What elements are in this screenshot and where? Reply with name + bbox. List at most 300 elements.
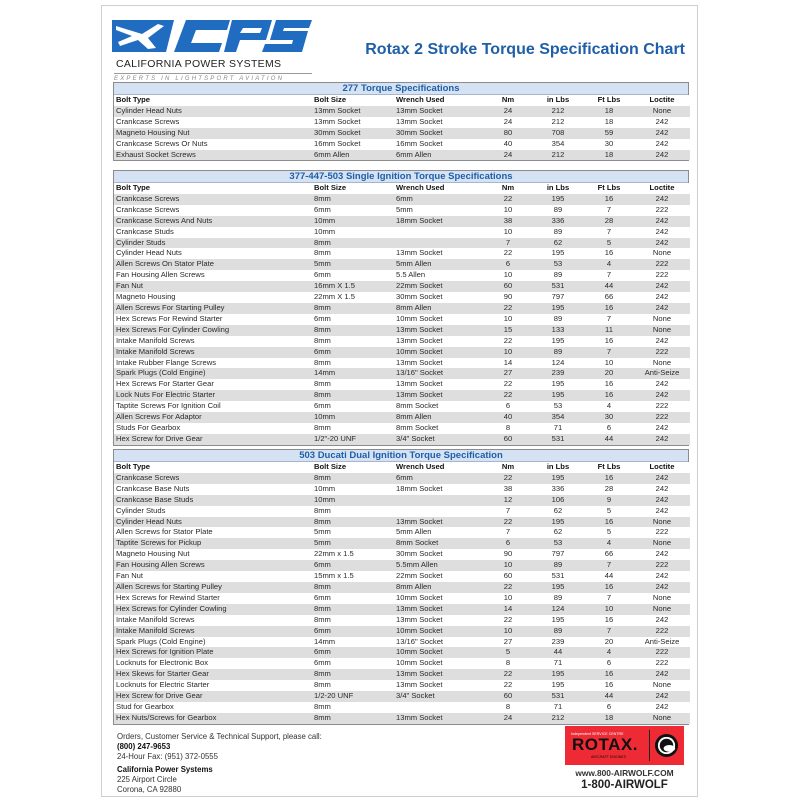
cell-bolt-type: Magneto Housing [114,292,312,303]
cell-in-lbs: 53 [532,401,584,412]
cell-nm: 27 [484,637,532,648]
torque-table [114,95,690,160]
cell-wrench-used: 13mm Socket [394,379,484,390]
cell-ft-lbs: 5 [584,527,634,538]
cell-in-lbs: 354 [532,139,584,150]
cell-in-lbs: 53 [532,259,584,270]
cell-in-lbs: 71 [532,658,584,669]
cell-ft-lbs: 5 [584,238,634,249]
spec-table-503-ducati [113,449,689,725]
brp-gear-icon [654,733,679,758]
cell-bolt-type: Magneto Housing Nut [114,549,312,560]
cell-bolt-type: Crankcase Screws Or Nuts [114,139,312,150]
cell-in-lbs: 797 [532,292,584,303]
cell-wrench-used: 13mm Socket [394,248,484,259]
table-row [114,238,690,249]
cell-in-lbs: 195 [532,517,584,528]
cell-ft-lbs: 6 [584,658,634,669]
cell-bolt-size: 30mm Socket [312,128,394,139]
table-row [114,281,690,292]
col-nm: Nm [484,462,532,473]
table-row [114,106,690,117]
cell-bolt-type: Hex Screw for Drive Gear [114,434,312,445]
cell-wrench-used: 13mm Socket [394,517,484,528]
cell-nm: 10 [484,314,532,325]
table-row [114,358,690,369]
cell-loctite: 242 [634,216,690,227]
cell-nm: 60 [484,691,532,702]
cell-ft-lbs: 16 [584,615,634,626]
cell-nm: 60 [484,571,532,582]
cell-in-lbs: 195 [532,248,584,259]
cell-wrench-used [394,238,484,249]
cell-bolt-size: 13mm Socket [312,117,394,128]
table-title: 377-447-503 Single Ignition Torque Specifications [114,171,688,183]
cell-bolt-type: Fan Housing Allen Screws [114,560,312,571]
cell-bolt-size: 6mm [312,314,394,325]
cell-loctite: 242 [634,390,690,401]
cell-loctite: 242 [634,238,690,249]
cell-ft-lbs: 7 [584,626,634,637]
col-wrench-used: Wrench Used [394,183,484,194]
col-bolt-type: Bolt Type [114,462,312,473]
cell-bolt-type: Intake Rubber Flange Screws [114,358,312,369]
table-row [114,205,690,216]
cell-bolt-size: 1/2"-20 UNF [312,434,394,445]
cell-wrench-used: 13/16" Socket [394,368,484,379]
cell-in-lbs: 71 [532,702,584,713]
cell-bolt-type: Allen Screws For Starting Pulley [114,303,312,314]
cell-nm: 10 [484,626,532,637]
cell-nm: 60 [484,281,532,292]
cell-wrench-used: 13mm Socket [394,336,484,347]
cell-ft-lbs: 28 [584,216,634,227]
cell-nm: 22 [484,390,532,401]
cell-bolt-size: 8mm [312,680,394,691]
cell-bolt-size: 10mm [312,484,394,495]
cell-ft-lbs: 16 [584,669,634,680]
cell-bolt-type: Crankcase Screws [114,194,312,205]
table-row [114,593,690,604]
cell-in-lbs: 89 [532,314,584,325]
contact-intro: Orders, Customer Service & Technical Support, please call: [117,732,322,741]
table-row [114,314,690,325]
company-tagline: EXPERTS IN LIGHTSPORT AVIATION [114,76,285,82]
cell-loctite: 242 [634,691,690,702]
cell-loctite: 242 [634,379,690,390]
cell-ft-lbs: 9 [584,495,634,506]
table-row [114,484,690,495]
cell-ft-lbs: 7 [584,593,634,604]
cell-nm: 10 [484,347,532,358]
cell-ft-lbs: 18 [584,106,634,117]
cell-ft-lbs: 11 [584,325,634,336]
cell-loctite: 242 [634,506,690,517]
cell-bolt-size: 8mm [312,238,394,249]
cell-loctite: 242 [634,473,690,484]
cell-bolt-size: 6mm [312,626,394,637]
cell-in-lbs: 239 [532,368,584,379]
cell-ft-lbs: 66 [584,292,634,303]
cell-nm: 12 [484,495,532,506]
col-bolt-size: Bolt Size [312,462,394,473]
cell-loctite: None [634,604,690,615]
cell-in-lbs: 212 [532,117,584,128]
cell-in-lbs: 195 [532,615,584,626]
cell-bolt-type: Intake Manifold Screws [114,626,312,637]
cell-wrench-used: 5.5 Allen [394,270,484,281]
cell-loctite: 222 [634,560,690,571]
cell-wrench-used: 8mm Socket [394,423,484,434]
cell-loctite: 242 [634,139,690,150]
cell-wrench-used: 8mm Allen [394,412,484,423]
cell-loctite: 242 [634,434,690,445]
cell-wrench-used: 18mm Socket [394,216,484,227]
cell-wrench-used: 5mm [394,205,484,216]
table-row [114,194,690,205]
cell-in-lbs: 195 [532,194,584,205]
cell-bolt-type: Hex Screws For Starter Gear [114,379,312,390]
cell-ft-lbs: 16 [584,517,634,528]
cell-loctite: 242 [634,150,690,161]
cell-loctite: 222 [634,658,690,669]
cell-loctite: 222 [634,527,690,538]
cell-bolt-type: Hex Screws for Rewind Starter [114,593,312,604]
cell-bolt-type: Fan Nut [114,571,312,582]
table-row [114,517,690,528]
cell-loctite: 242 [634,128,690,139]
cell-ft-lbs: 30 [584,412,634,423]
col-loctite: Loctite [634,183,690,194]
cell-wrench-used: 8mm Allen [394,582,484,593]
table-row [114,325,690,336]
cell-loctite: None [634,680,690,691]
cell-bolt-size: 8mm [312,702,394,713]
table-row [114,117,690,128]
table-header-row [114,95,690,106]
cell-nm: 90 [484,549,532,560]
cell-nm: 22 [484,248,532,259]
col-in-lbs: in Lbs [532,95,584,106]
col-loctite: Loctite [634,462,690,473]
cell-bolt-type: Stud for Gearbox [114,702,312,713]
cell-in-lbs: 53 [532,538,584,549]
cell-loctite: None [634,713,690,724]
cell-in-lbs: 195 [532,582,584,593]
cell-nm: 38 [484,484,532,495]
cell-bolt-size: 1/2-20 UNF [312,691,394,702]
cell-bolt-type: Allen Screws for Stator Plate [114,527,312,538]
cell-bolt-type: Taptite Screws For Ignition Coil [114,401,312,412]
cell-bolt-type: Hex Nuts/Screws for Gearbox [114,713,312,724]
cell-nm: 22 [484,194,532,205]
cell-bolt-size: 8mm [312,615,394,626]
cell-ft-lbs: 16 [584,680,634,691]
phone-number: (800) 247-9653 [117,742,171,751]
cell-in-lbs: 89 [532,560,584,571]
cell-nm: 15 [484,325,532,336]
cell-in-lbs: 89 [532,227,584,238]
cell-bolt-size: 8mm [312,325,394,336]
cell-loctite: 242 [634,582,690,593]
cell-in-lbs: 531 [532,434,584,445]
cell-bolt-type: Hex Screws for Cylinder Cowling [114,604,312,615]
table-row [114,626,690,637]
cell-bolt-size: 5mm [312,538,394,549]
cell-bolt-type: Locknuts for Electric Starter [114,680,312,691]
cell-ft-lbs: 16 [584,379,634,390]
table-row [114,527,690,538]
cell-bolt-size: 6mm [312,347,394,358]
cell-bolt-size: 8mm [312,517,394,528]
cell-loctite: Anti-Seize [634,637,690,648]
cell-loctite: 222 [634,412,690,423]
cell-bolt-size: 8mm [312,379,394,390]
cell-ft-lbs: 44 [584,434,634,445]
col-ft-lbs: Ft Lbs [584,183,634,194]
cell-bolt-size: 16mm X 1.5 [312,281,394,292]
cell-ft-lbs: 16 [584,248,634,259]
table-row [114,401,690,412]
cell-ft-lbs: 6 [584,702,634,713]
cell-in-lbs: 124 [532,604,584,615]
cell-bolt-type: Magneto Housing Nut [114,128,312,139]
contact-info [117,732,322,795]
page-title: Rotax 2 Stroke Torque Specification Chart [365,41,685,58]
cell-ft-lbs: 7 [584,270,634,281]
table-row [114,702,690,713]
col-bolt-type: Bolt Type [114,183,312,194]
cell-loctite: None [634,517,690,528]
cell-wrench-used: 8mm Socket [394,538,484,549]
cell-wrench-used: 8mm Allen [394,303,484,314]
cell-bolt-type: Allen Screws for Starting Pulley [114,582,312,593]
cell-ft-lbs: 28 [584,484,634,495]
address-line-1: 225 Airport Circle [117,775,177,784]
cell-in-lbs: 89 [532,205,584,216]
rotax-service-centre-badge [565,726,684,765]
cell-bolt-type: Fan Nut [114,281,312,292]
cell-loctite: 242 [634,281,690,292]
table-row [114,549,690,560]
cell-wrench-used: 10mm Socket [394,658,484,669]
cell-wrench-used: 30mm Socket [394,128,484,139]
cell-wrench-used: 13mm Socket [394,117,484,128]
cell-wrench-used: 3/4" Socket [394,434,484,445]
cell-loctite: 242 [634,495,690,506]
cell-bolt-type: Crankcase Screws [114,117,312,128]
cell-ft-lbs: 5 [584,506,634,517]
cell-wrench-used: 5.5mm Allen [394,560,484,571]
cell-wrench-used: 13mm Socket [394,325,484,336]
cell-bolt-type: Crankcase Screws And Nuts [114,216,312,227]
cell-bolt-type: Hex Screws for Ignition Plate [114,647,312,658]
cell-bolt-size: 15mm x 1.5 [312,571,394,582]
cell-loctite: 242 [634,194,690,205]
cell-bolt-type: Hex Screws For Rewind Starter [114,314,312,325]
cell-loctite: 242 [634,303,690,314]
table-row [114,680,690,691]
cell-nm: 22 [484,303,532,314]
cell-nm: 6 [484,401,532,412]
cell-in-lbs: 89 [532,347,584,358]
cell-bolt-size: 10mm [312,412,394,423]
cell-ft-lbs: 44 [584,571,634,582]
table-title: 277 Torque Specifications [114,83,688,95]
cell-bolt-type: Cylinder Studs [114,506,312,517]
cell-in-lbs: 239 [532,637,584,648]
cell-loctite: 242 [634,484,690,495]
cell-nm: 7 [484,238,532,249]
cell-wrench-used: 30mm Socket [394,292,484,303]
cell-ft-lbs: 7 [584,347,634,358]
cell-nm: 90 [484,292,532,303]
cell-bolt-size: 8mm [312,194,394,205]
cell-wrench-used: 8mm Socket [394,401,484,412]
col-nm: Nm [484,183,532,194]
rotax-logo-text: ROTAX. [572,735,638,754]
cell-bolt-type: Cylinder Head Nuts [114,248,312,259]
cell-ft-lbs: 18 [584,150,634,161]
table-header-row [114,462,690,473]
cell-in-lbs: 531 [532,281,584,292]
cell-wrench-used: 22mm Socket [394,571,484,582]
cell-nm: 14 [484,604,532,615]
cell-nm: 5 [484,647,532,658]
cell-in-lbs: 195 [532,379,584,390]
cell-nm: 24 [484,106,532,117]
table-row [114,669,690,680]
cell-in-lbs: 89 [532,270,584,281]
cell-bolt-type: Allen Screws On Stator Plate [114,259,312,270]
cell-in-lbs: 212 [532,150,584,161]
cell-in-lbs: 531 [532,691,584,702]
cell-bolt-size: 6mm [312,647,394,658]
cell-bolt-size: 14mm [312,637,394,648]
cell-wrench-used: 18mm Socket [394,484,484,495]
table-row [114,637,690,648]
cell-in-lbs: 62 [532,527,584,538]
cell-nm: 7 [484,506,532,517]
table-row [114,128,690,139]
cell-wrench-used: 13mm Socket [394,358,484,369]
fax-number: 24-Hour Fax: (951) 372-0555 [117,752,218,761]
cell-nm: 38 [484,216,532,227]
cell-loctite: None [634,314,690,325]
cell-bolt-type: Allen Screws For Adaptor [114,412,312,423]
cell-nm: 14 [484,358,532,369]
cell-loctite: 222 [634,626,690,637]
col-bolt-size: Bolt Size [312,183,394,194]
cell-in-lbs: 708 [532,128,584,139]
cell-bolt-type: Hex Screw for Drive Gear [114,691,312,702]
table-row [114,270,690,281]
table-row [114,434,690,445]
cell-nm: 22 [484,680,532,691]
cell-bolt-size: 16mm Socket [312,139,394,150]
cell-bolt-type: Lock Nuts For Electric Starter [114,390,312,401]
cell-bolt-size: 10mm [312,227,394,238]
cell-bolt-type: Locknuts for Electronic Box [114,658,312,669]
cell-loctite: 242 [634,571,690,582]
cell-loctite: None [634,593,690,604]
cell-nm: 10 [484,560,532,571]
cell-bolt-type: Cylinder Head Nuts [114,106,312,117]
cell-nm: 24 [484,117,532,128]
cell-ft-lbs: 7 [584,314,634,325]
table-row [114,571,690,582]
table-row [114,423,690,434]
cell-bolt-type: Cylinder Head Nuts [114,517,312,528]
cell-ft-lbs: 16 [584,390,634,401]
cell-bolt-size: 8mm [312,423,394,434]
table-row [114,216,690,227]
badge-sub-text: AIRCRAFT ENGINES [591,755,627,759]
cell-nm: 22 [484,379,532,390]
cell-bolt-size: 6mm [312,658,394,669]
col-in-lbs: in Lbs [532,462,584,473]
cell-bolt-size: 6mm [312,205,394,216]
cell-ft-lbs: 18 [584,117,634,128]
cell-loctite: None [634,106,690,117]
website-link[interactable]: www.800-AIRWOLF.COM [575,768,674,778]
cell-ft-lbs: 7 [584,560,634,571]
cell-ft-lbs: 7 [584,205,634,216]
cell-in-lbs: 62 [532,506,584,517]
cell-nm: 10 [484,227,532,238]
cell-bolt-type: Studs For Gearbox [114,423,312,434]
table-row [114,379,690,390]
cell-wrench-used: 13mm Socket [394,713,484,724]
address-line-2: Corona, CA 92880 [117,785,182,794]
table-row [114,647,690,658]
table-row [114,336,690,347]
cell-nm: 8 [484,702,532,713]
company-name: CALIFORNIA POWER SYSTEMS [116,58,282,70]
cell-in-lbs: 62 [532,238,584,249]
cell-ft-lbs: 16 [584,582,634,593]
cell-nm: 7 [484,527,532,538]
cell-nm: 22 [484,336,532,347]
cell-in-lbs: 89 [532,626,584,637]
cell-bolt-size: 10mm [312,216,394,227]
cell-in-lbs: 797 [532,549,584,560]
cell-bolt-type: Crankcase Screws [114,473,312,484]
table-row [114,658,690,669]
cell-bolt-size: 5mm [312,527,394,538]
cell-bolt-size: 8mm [312,248,394,259]
cell-wrench-used: 5mm Allen [394,527,484,538]
table-row [114,347,690,358]
cell-bolt-type: Crankcase Base Nuts [114,484,312,495]
table-row [114,412,690,423]
cell-nm: 6 [484,538,532,549]
cell-wrench-used: 10mm Socket [394,647,484,658]
col-nm: Nm [484,95,532,106]
cell-wrench-used: 30mm Socket [394,549,484,560]
table-row [114,248,690,259]
cell-bolt-size: 8mm [312,303,394,314]
cell-in-lbs: 195 [532,669,584,680]
table-row [114,495,690,506]
spec-table-377-447-503 [113,170,689,446]
cell-bolt-type: Exhaust Socket Screws [114,150,312,161]
cell-bolt-size: 6mm [312,560,394,571]
cell-bolt-type: Hex Screws For Cylinder Cowling [114,325,312,336]
table-row [114,473,690,484]
cell-ft-lbs: 59 [584,128,634,139]
cell-wrench-used: 3/4" Socket [394,691,484,702]
